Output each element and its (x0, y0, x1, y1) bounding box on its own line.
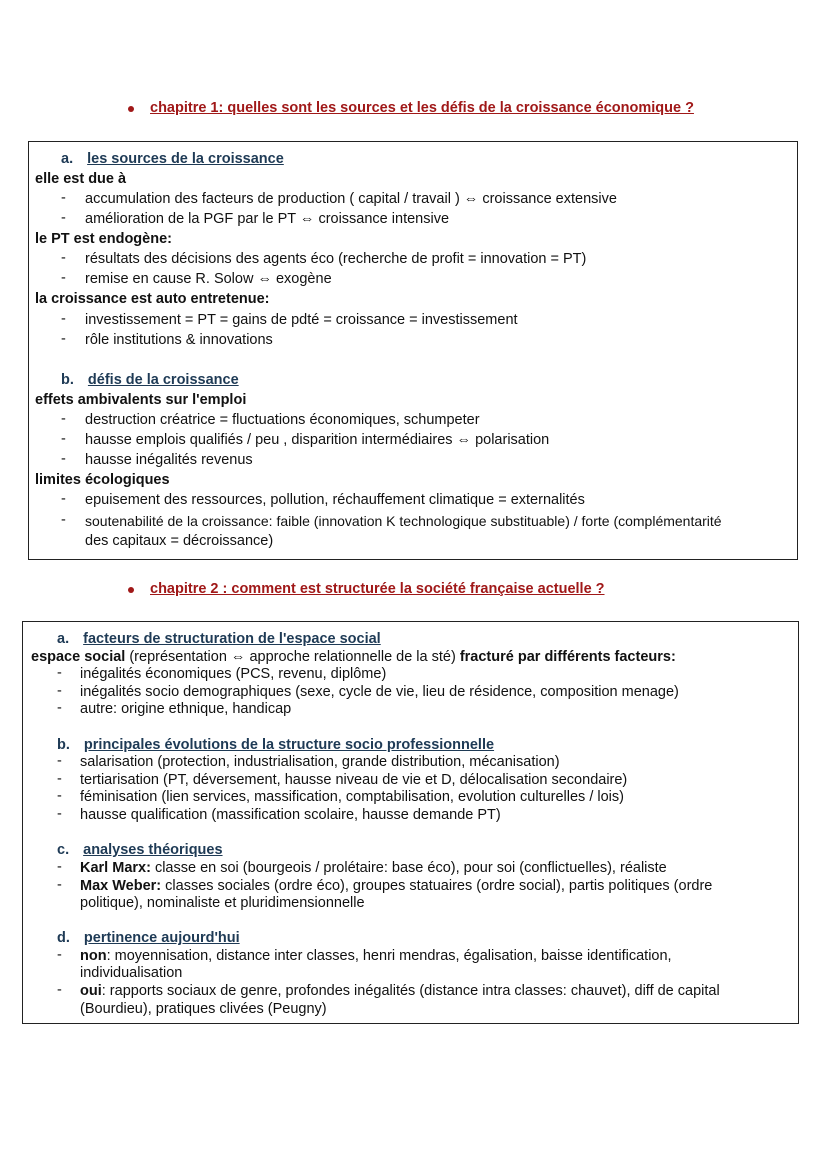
ch2-section-b-heading (57, 736, 494, 754)
dash: - (57, 947, 62, 963)
dash: - (61, 210, 66, 226)
oui-label: oui (80, 983, 102, 999)
list-item: accumulation des facteurs de production ( capital / travail ) ⇔ croissance extensive (85, 191, 617, 207)
list-item-oui (80, 982, 720, 1000)
weber-label: Max Weber: (80, 878, 162, 894)
non-text: : moyennisation, distance inter classes, henri mendras, égalisation, baisse identification, (106, 948, 672, 964)
section-title: défis de la croissance (87, 372, 239, 388)
chapter2-title: chapitre 2 : comment est structurée la société française actuelle ? (150, 581, 605, 597)
list-item-continuation: politique), nominaliste et pluridimensionnelle (80, 895, 365, 911)
list-item-continuation: individualisation (80, 965, 183, 981)
chapter2-bullet (128, 587, 134, 593)
dash: - (57, 665, 62, 681)
dash: - (57, 683, 62, 699)
list-item: destruction créatrice = fluctuations économiques, schumpeter (85, 412, 480, 428)
group-heading: le PT est endogène: (35, 231, 172, 247)
section-letter: b. (61, 372, 74, 388)
group-heading: la croissance est auto entretenue: (35, 291, 270, 307)
section-letter: a. (57, 631, 70, 647)
dash: - (57, 877, 62, 893)
list-item-continuation: des capitaux = décroissance) (85, 533, 274, 549)
dash: - (61, 270, 66, 286)
group-heading: elle est due à (35, 171, 127, 187)
section-letter: a. (61, 151, 74, 167)
ch2-section-d-heading (57, 929, 240, 947)
section-title: principales évolutions de la structure socio professionnelle (83, 737, 495, 753)
dash: - (61, 190, 66, 206)
dash: - (57, 753, 62, 769)
dash: - (61, 250, 66, 266)
list-item-continuation: (Bourdieu), pratiques clivées (Peugny) (80, 1001, 327, 1017)
non-label: non (80, 948, 107, 964)
section-title: analyses théoriques (83, 842, 223, 858)
marx-label: Karl Marx: (80, 860, 151, 876)
chapter1-box (28, 141, 798, 560)
dash: - (61, 512, 66, 528)
intro-bold: fracturé par différents facteurs: (459, 649, 676, 665)
intro-text: (représentation ⇔ approche relationnelle de la sté) (125, 649, 460, 665)
list-item: salarisation (protection, industrialisation, grande distribution, mécanisation) (80, 754, 560, 770)
section-title: les sources de la croissance (87, 151, 284, 167)
dash: - (61, 491, 66, 507)
marx-text: classe en soi (bourgeois / prolétaire: base éco), pour soi (conflictuelles), réaliste (150, 860, 667, 876)
ch1-section-a-heading (61, 150, 284, 168)
list-item: inégalités économiques (PCS, revenu, diplôme) (80, 666, 387, 682)
ch1-section-b-heading (61, 371, 239, 389)
dash: - (61, 431, 66, 447)
section-letter: d. (57, 930, 70, 946)
chapter2-box (22, 621, 799, 1024)
dash: - (57, 859, 62, 875)
oui-text: : rapports sociaux de genre, profondes inégalités (distance intra classes: chauvet), diff de capital (101, 983, 720, 999)
list-item: epuisement des ressources, pollution, réchauffement climatique = externalités (85, 492, 585, 508)
dash: - (61, 451, 66, 467)
list-item: féminisation (lien services, massification, comptabilisation, evolution culturelles / lois) (80, 789, 624, 805)
list-item: hausse emplois qualifiés / peu , disparition intermédiaires ⇔ polarisation (85, 432, 550, 448)
list-item: amélioration de la PGF par le PT ⇔ croissance intensive (85, 211, 450, 227)
dash: - (57, 700, 62, 716)
list-item: soutenabilité de la croissance: faible (innovation K technologique substituable) / forte (complémentarité (85, 513, 722, 529)
list-item-non (80, 947, 672, 965)
dash: - (57, 982, 62, 998)
dash: - (61, 331, 66, 347)
section-title: facteurs de structuration de l'espace social (83, 631, 381, 647)
list-item: investissement = PT = gains de pdté = croissance = investissement (85, 312, 518, 328)
section-letter: b. (57, 737, 70, 753)
list-item-marx (80, 859, 667, 877)
dash: - (57, 806, 62, 822)
weber-text: classes sociales (ordre éco), groupes statuaires (ordre social), partis politiques (ordre (161, 878, 713, 894)
list-item: autre: origine ethnique, handicap (80, 701, 292, 717)
ch2-intro (31, 648, 676, 666)
ch2-section-c-heading (57, 841, 223, 859)
dash: - (57, 771, 62, 787)
dash: - (57, 788, 62, 804)
section-letter: c. (57, 842, 70, 858)
list-item: hausse qualification (massification scolaire, hausse demande PT) (80, 807, 501, 823)
list-item: tertiarisation (PT, déversement, hausse niveau de vie et D, délocalisation secondaire) (80, 772, 628, 788)
dash: - (61, 311, 66, 327)
section-title: pertinence aujourd'hui (83, 930, 240, 946)
list-item: remise en cause R. Solow ⇔ exogène (85, 271, 332, 287)
chapter1-bullet (128, 106, 134, 112)
chapter1-title: chapitre 1: quelles sont les sources et les défis de la croissance économique ? (150, 100, 694, 116)
list-item: inégalités socio demographiques (sexe, cycle de vie, lieu de résidence, composition menage) (80, 684, 679, 700)
list-item: hausse inégalités revenus (85, 452, 253, 468)
intro-bold: espace social (31, 649, 126, 665)
dash: - (61, 411, 66, 427)
list-item: rôle institutions & innovations (85, 332, 273, 348)
list-item: résultats des décisions des agents éco (recherche de profit = innovation = PT) (85, 251, 587, 267)
group-heading: effets ambivalents sur l'emploi (35, 392, 247, 408)
ch2-section-a-heading (57, 630, 381, 648)
group-heading: limites écologiques (35, 472, 170, 488)
list-item-weber (80, 877, 712, 895)
